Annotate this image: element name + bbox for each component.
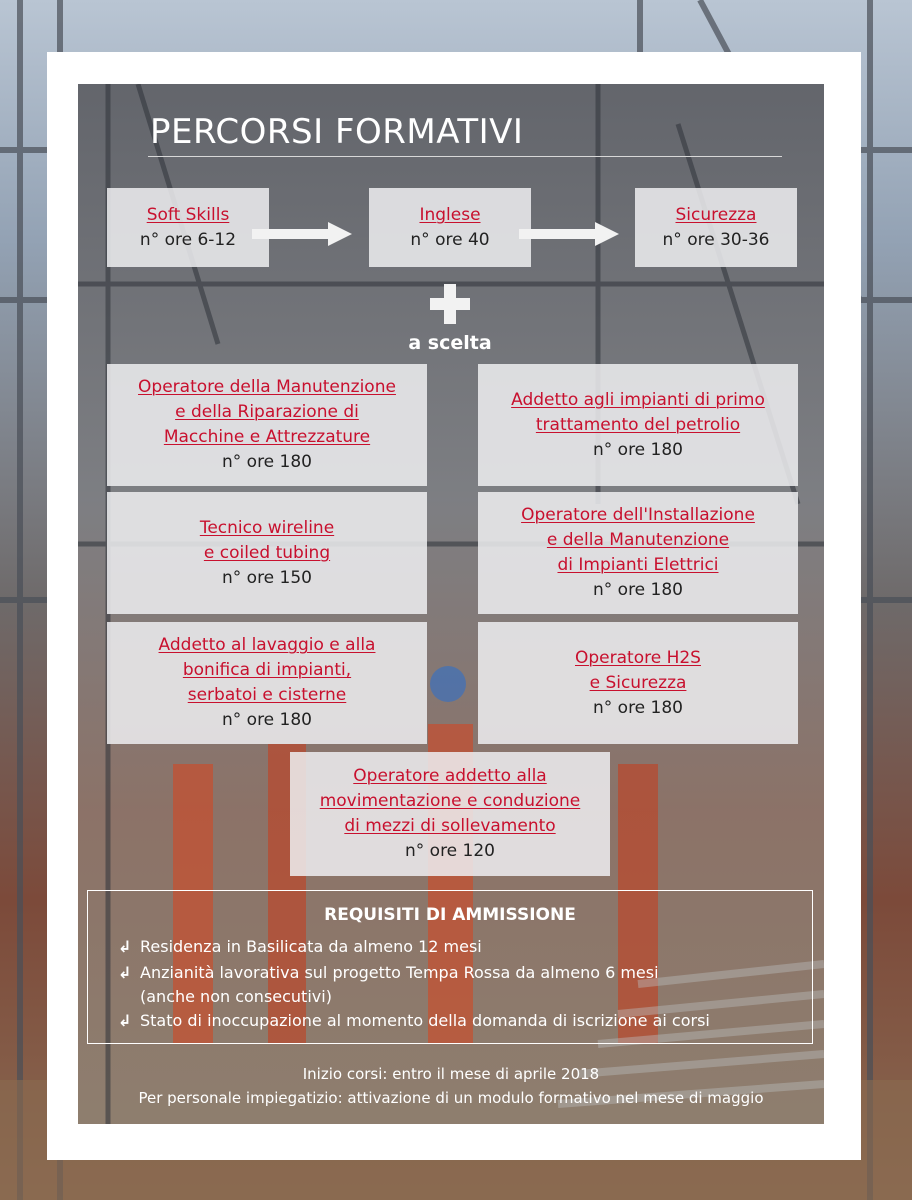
requirement-item bbox=[118, 1009, 710, 1033]
course-link-line[interactable]: Tecnico wireline bbox=[199, 517, 335, 538]
course-link-line[interactable]: Operatore H2S bbox=[575, 647, 701, 668]
course-box-inglese bbox=[369, 188, 531, 267]
course-box-h2s bbox=[478, 622, 798, 744]
course-link-line[interactable]: Macchine e Attrezzature bbox=[163, 427, 371, 447]
corner-arrow-icon: ↲ bbox=[118, 937, 132, 956]
course-hours: n° ore 6-12 bbox=[139, 229, 237, 250]
requirements-title: REQUISITI DI AMMISSIONE bbox=[324, 905, 576, 925]
course-hours: n° ore 180 bbox=[592, 439, 683, 460]
requirement-text: Residenza in Basilicata da almeno 12 mesi bbox=[140, 937, 482, 956]
course-link-line[interactable]: Addetto agli impianti di primo bbox=[511, 389, 765, 410]
course-link-inglese[interactable]: Inglese bbox=[419, 204, 481, 225]
course-link-line[interactable]: e della Manutenzione bbox=[546, 530, 730, 550]
course-link-line[interactable]: di Impianti Elettrici bbox=[557, 555, 719, 575]
footer-start-date: Inizio corsi: entro il mese di aprile 2018 bbox=[302, 1065, 600, 1083]
course-link-line[interactable]: Operatore addetto alla bbox=[353, 766, 547, 786]
course-hours: n° ore 180 bbox=[592, 580, 683, 600]
course-box-trattamento-petrolio bbox=[478, 364, 798, 486]
course-box-sollevamento bbox=[290, 752, 610, 876]
course-link-line[interactable]: bonifica di impianti, bbox=[182, 660, 352, 680]
course-hours: n° ore 30-36 bbox=[662, 229, 770, 250]
course-link-line[interactable]: serbatoi e cisterne bbox=[187, 685, 347, 705]
corner-arrow-icon: ↲ bbox=[118, 1011, 132, 1030]
footer-note: Per personale impiegatizio: attivazione di un modulo formativo nel mese di maggio bbox=[138, 1089, 764, 1107]
course-link-line[interactable]: movimentazione e conduzione bbox=[319, 791, 581, 811]
course-box-impianti-elettrici bbox=[478, 492, 798, 614]
course-hours: n° ore 120 bbox=[404, 841, 495, 861]
arrow-right-icon bbox=[519, 222, 621, 246]
title-divider bbox=[148, 156, 782, 157]
page-title: PERCORSI FORMATIVI bbox=[150, 112, 524, 152]
course-link-line[interactable]: Operatore della Manutenzione bbox=[138, 377, 396, 397]
course-link-line[interactable]: e della Riparazione di bbox=[175, 402, 359, 422]
course-link-line[interactable]: Addetto al lavaggio e alla bbox=[158, 635, 376, 655]
course-link-line[interactable]: e coiled tubing bbox=[203, 542, 331, 563]
course-box-lavaggio-bonifica bbox=[107, 622, 427, 744]
course-box-wireline bbox=[107, 492, 427, 614]
course-link-sicurezza[interactable]: Sicurezza bbox=[675, 204, 757, 225]
course-link-line[interactable]: di mezzi di sollevamento bbox=[344, 816, 556, 836]
requirement-text: Anzianità lavorativa sul progetto Tempa Rossa da almeno 6 mesi bbox=[140, 963, 659, 982]
requirements-box bbox=[87, 890, 813, 1044]
requirement-text: Stato di inoccupazione al momento della domanda di iscrizione ai corsi bbox=[140, 1011, 710, 1030]
course-box-sicurezza bbox=[635, 188, 797, 267]
course-hours: n° ore 180 bbox=[221, 710, 312, 730]
requirement-item bbox=[118, 935, 482, 959]
course-link-soft-skills[interactable]: Soft Skills bbox=[146, 204, 230, 225]
course-link-line[interactable]: e Sicurezza bbox=[589, 672, 687, 693]
course-hours: n° ore 40 bbox=[410, 229, 490, 250]
course-link-line[interactable]: Operatore dell'Installazione bbox=[521, 505, 755, 525]
course-hours: n° ore 180 bbox=[592, 697, 683, 718]
course-hours: n° ore 180 bbox=[221, 452, 312, 472]
requirement-item bbox=[118, 961, 659, 985]
course-box-soft-skills bbox=[107, 188, 269, 267]
course-hours: n° ore 150 bbox=[221, 567, 312, 588]
plus-icon bbox=[430, 284, 470, 324]
arrow-right-icon bbox=[252, 222, 354, 246]
corner-arrow-icon: ↲ bbox=[118, 963, 132, 982]
course-link-line[interactable]: trattamento del petrolio bbox=[535, 414, 741, 435]
choice-label: a scelta bbox=[408, 332, 492, 354]
requirement-note: (anche non consecutivi) bbox=[140, 987, 332, 1006]
course-box-manutenzione-riparazione bbox=[107, 364, 427, 486]
